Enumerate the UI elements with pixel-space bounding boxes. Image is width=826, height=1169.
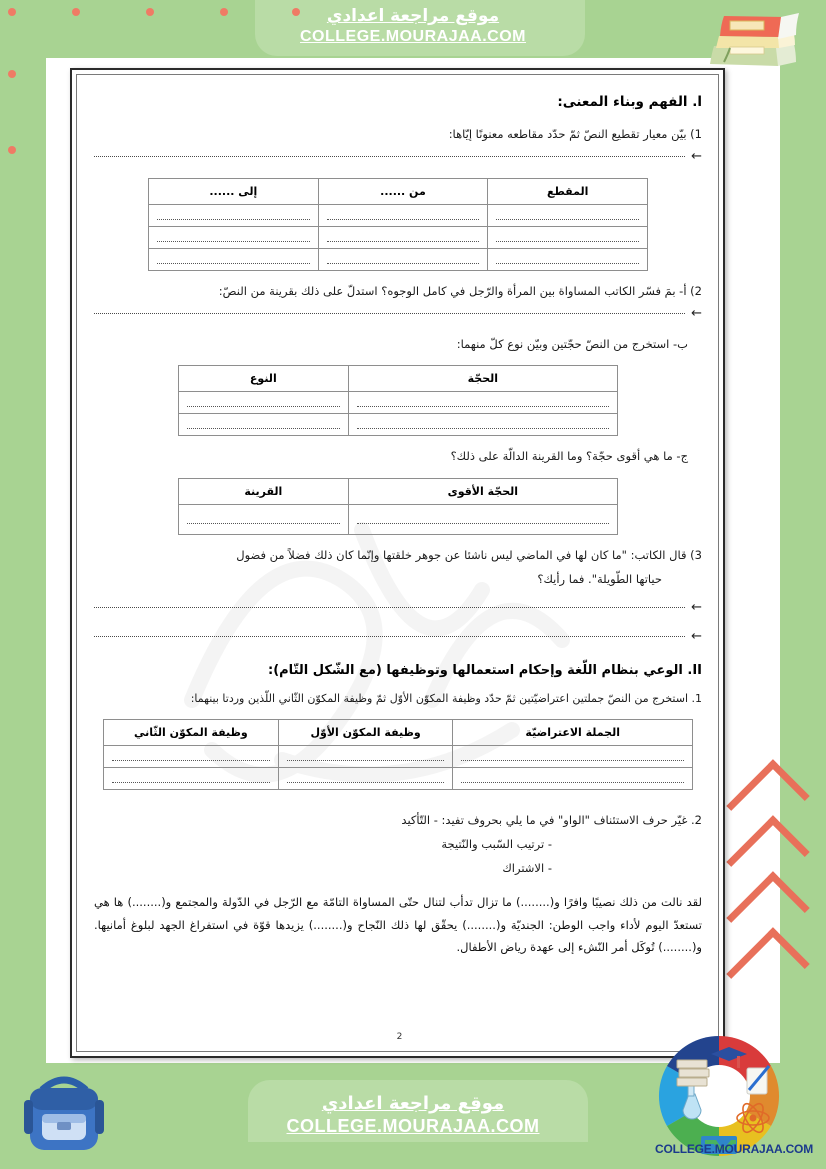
table-row[interactable] (149, 248, 648, 270)
table-q1-body (149, 204, 648, 270)
th-jumla-itiradiyya: الجملة الاعتراضيّة (453, 719, 693, 745)
cell[interactable] (318, 226, 488, 248)
page-number: 2 (396, 1032, 403, 1042)
answer-line-q3a[interactable] (94, 601, 702, 614)
decorative-dot (8, 70, 16, 78)
dotted-answer-line[interactable] (94, 156, 685, 157)
th-hujja-aqwa: الحجّة الأقوى (348, 479, 617, 505)
section2-q2-bullet-0: - ترتيب السّبب والنّتيجة (441, 836, 552, 851)
th-hujja: الحجّة (348, 366, 617, 392)
site-header-arabic: موقع مراجعة اعدادي (326, 6, 500, 26)
section1-q1-text: 1) بيّن معيار تقطيع النصّ ثمّ حدّد مقاطعه معنونًا إيّاها: (448, 127, 702, 141)
exam-paper-sheet (70, 68, 725, 1058)
table-row[interactable] (179, 392, 618, 414)
section1-q3-line1: 3) قال الكاتب: "ما كان لها في الماضي ليس ناشئا عن جوهر خلقتها وإنّما كان ذلك فضلاً من فضول (236, 548, 702, 563)
cell[interactable] (179, 414, 349, 436)
cell[interactable] (104, 767, 279, 789)
cell[interactable] (104, 745, 279, 767)
cell[interactable] (318, 204, 488, 226)
cell[interactable] (488, 226, 648, 248)
table-row[interactable] (104, 767, 693, 789)
dotted-answer-line[interactable] (94, 313, 685, 314)
table-q1-segments (148, 178, 648, 271)
arrow-icon: ← (691, 148, 702, 164)
education-wheel-icon (655, 1032, 783, 1160)
section1-q2a-text: 2) أ- بمَ فسّر الكاتب المساواة بين المرأة والرّجل في كامل الوجوه؟ استدلّ على ذلك بقرينة من النصّ: (218, 283, 702, 298)
th-qarina: القرينة (179, 479, 349, 505)
section2-heading: II. الوعي بنظام اللّغة وإحكام استعمالها وتوظيفها (مع الشّكل التّام): (268, 662, 702, 678)
table-row[interactable] (104, 745, 693, 767)
arrow-icon: ← (691, 628, 702, 644)
table-row[interactable] (179, 505, 618, 535)
section1-q2c-text: ج- ما هي أقوى حجّة؟ وما القرينة الدالّة على ذلك؟ (450, 449, 688, 464)
cell[interactable] (149, 248, 319, 270)
cell[interactable] (453, 745, 693, 767)
site-footer-url[interactable]: COLLEGE.MOURAJAA.COM (286, 1116, 540, 1137)
table-header-row (179, 366, 618, 392)
table-header-row (179, 479, 618, 505)
section2-q2-text: 2. غيّر حرف الاستئناف "الواو" في ما يلي بحروف تفيد: - التّأكيد (401, 812, 702, 827)
decorative-dot (8, 146, 16, 154)
exam-content (94, 94, 702, 959)
table-header-row (149, 178, 648, 204)
section2-q2-bullet-1: - الاشتراك (502, 860, 552, 875)
table-q2b-arguments (178, 365, 618, 436)
cell[interactable] (179, 505, 349, 535)
chevron-icon (726, 927, 809, 1010)
arrow-icon: ← (691, 305, 702, 321)
table-row[interactable] (149, 226, 648, 248)
table-q2b-body (179, 392, 618, 436)
section1-heading: ا. الفهم وبناء المعنى: (557, 94, 702, 110)
section2-fill-paragraph: لقد نالت من ذلك نصيبًا وافرًا و(........) ما تزال تدأب لتنال حتّى المساواة التامّة مع الرّجل في الدّولة والمجتمع و(........) ها هي تستعدّ اليوم لأداء واجب الوطن: الجنديّة و(........) يحقّق لها ذلك النّجاح و(........) يزيدها قوّة في استفراغ الجهد لبلوغ أمانيها. و(........) تُوكَل أمر النّشء إلى عهدة رياض الأطفال. (94, 895, 702, 955)
cell[interactable] (348, 505, 617, 535)
cell[interactable] (348, 414, 617, 436)
cell[interactable] (278, 767, 453, 789)
backpack-icon (16, 1062, 112, 1158)
logo-caption: COLLEGE.MOURAJAA.COM (654, 1142, 813, 1156)
table-s2q1-parenthetical (103, 719, 693, 790)
th-wadhifa-awwal: وظيفة المكوّن الأوّل (278, 719, 453, 745)
cell[interactable] (149, 204, 319, 226)
table-row[interactable] (149, 204, 648, 226)
dotted-answer-line[interactable] (94, 636, 685, 637)
cell[interactable] (179, 392, 349, 414)
section1-q3-line2: حياتها الطّويلة". فما رأيك؟ (537, 572, 662, 587)
section2-q1-text: 1. استخرج من النصّ جملتين اعتراضيّتين ثمّ حدّد وظيفة المكوّن الأوّل ثمّ وظيفة المكوّن الثّاني اللّذين وردتا بينهما: (190, 691, 702, 705)
table-q2c-body (179, 505, 618, 535)
site-footer-arabic: موقع مراجعة اعدادي (321, 1093, 505, 1114)
dotted-answer-line[interactable] (94, 607, 685, 608)
left-green-strip (0, 0, 46, 1169)
th-ila: إلى ...... (149, 178, 319, 204)
answer-line-q3b[interactable] (94, 630, 702, 643)
books-stack-icon (690, 4, 810, 78)
answer-line-q2a[interactable] (94, 307, 702, 320)
table-row[interactable] (179, 414, 618, 436)
table-header-row (104, 719, 693, 745)
site-header-url[interactable]: COLLEGE.MOURAJAA.COM (300, 28, 526, 46)
cell[interactable] (488, 204, 648, 226)
th-maqta: المقطع (488, 178, 648, 204)
cell[interactable] (488, 248, 648, 270)
section1-q2b-text: ب- استخرج من النصّ حجّتين وبيّن نوع كلّ منهما: (456, 336, 688, 351)
answer-line-q1[interactable] (94, 150, 702, 163)
table-q2c-strongest (178, 478, 618, 535)
th-naw: النوع (179, 366, 349, 392)
cell[interactable] (278, 745, 453, 767)
cell[interactable] (348, 392, 617, 414)
cell[interactable] (318, 248, 488, 270)
th-min: من ...... (318, 178, 488, 204)
table-s2q1-body (104, 745, 693, 789)
arrow-icon: ← (691, 599, 702, 615)
cell[interactable] (453, 767, 693, 789)
decorative-chevrons (735, 775, 825, 1000)
th-wadhifa-thani: وظيفة المكوّن الثّاني (104, 719, 279, 745)
cell[interactable] (149, 226, 319, 248)
